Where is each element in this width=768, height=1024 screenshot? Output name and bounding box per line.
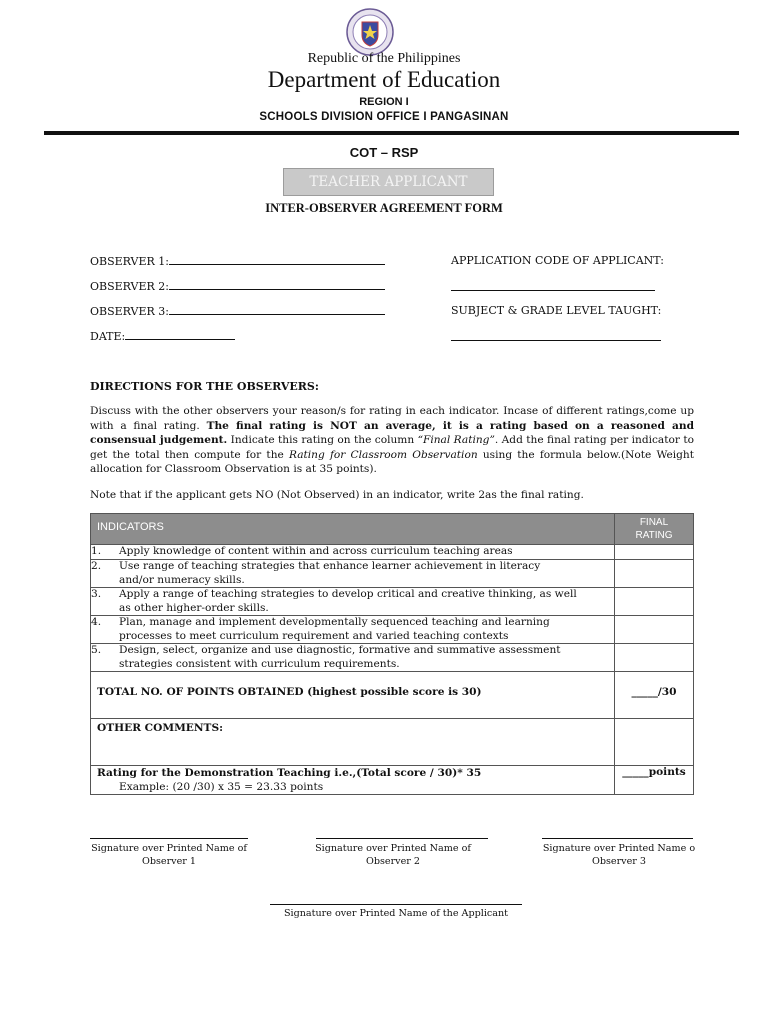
observer1-signature xyxy=(80,842,258,868)
final-rating-header-2: RATING xyxy=(635,530,673,541)
demo-example: Example: (20 /30) x 35 = 23.33 points xyxy=(119,781,324,793)
final-rating-header-1: FINAL xyxy=(639,517,669,528)
observer3-label: OBSERVER 3: xyxy=(90,305,170,318)
total-score[interactable]: _____/30 xyxy=(615,672,694,719)
indicator-text-cont: strategies consistent with curriculum requirements. xyxy=(119,657,400,670)
indicator-number: 3. xyxy=(91,588,102,600)
observer1-signature-label: Signature over Printed Name of xyxy=(91,843,247,854)
form-code: COT – RSP xyxy=(349,145,419,160)
final-rating-cell[interactable] xyxy=(615,588,694,616)
observer1-label: OBSERVER 1: xyxy=(90,255,170,268)
observer3-signature-line[interactable] xyxy=(542,838,693,839)
observer1-field xyxy=(90,254,385,268)
observer1-line[interactable] xyxy=(169,254,385,265)
indicator-number: 1. xyxy=(91,545,102,557)
directions-text-2: Indicate this rating on the column xyxy=(227,434,418,447)
indicator-text: Apply a range of teaching strategies to develop critical and creative thinking, as well xyxy=(119,588,577,600)
comments-cell[interactable] xyxy=(615,719,694,766)
observer3-signature-role: Observer 3 xyxy=(591,856,647,867)
directions-heading: DIRECTIONS FOR THE OBSERVERS: xyxy=(90,380,319,393)
total-label: TOTAL NO. OF POINTS OBTAINED (highest possible score is 30) xyxy=(91,672,615,719)
observer2-line[interactable] xyxy=(169,279,385,290)
final-rating-cell[interactable] xyxy=(615,644,694,672)
subject-grade-line[interactable] xyxy=(451,340,661,341)
indicators-header: INDICATORS xyxy=(91,514,615,545)
date-label: DATE: xyxy=(90,330,126,343)
observer3-signature xyxy=(530,842,708,868)
final-rating-header xyxy=(615,514,694,545)
total-row xyxy=(91,672,694,719)
indicator-text-cont: and/or numeracy skills. xyxy=(119,573,245,586)
indicator-text: Plan, manage and implement developmentally sequenced teaching and learning xyxy=(119,616,550,628)
application-code-label: APPLICATION CODE OF APPLICANT: xyxy=(451,254,664,267)
observer3-field xyxy=(90,304,385,318)
republic-text: Republic of the Philippines xyxy=(307,51,461,66)
division-text: SCHOOLS DIVISION OFFICE I PANGASINAN xyxy=(259,111,509,123)
directions-text-4: using the formula below.(Note Weight allocation for Classroom Observation is at 35 points). xyxy=(90,448,695,476)
application-code-line[interactable] xyxy=(451,290,655,291)
table-row xyxy=(91,588,694,616)
demo-row xyxy=(91,766,694,795)
observer2-field xyxy=(90,279,385,293)
observer2-label: OBSERVER 2: xyxy=(90,280,170,293)
comments-row xyxy=(91,719,694,766)
indicator-number: 2. xyxy=(91,560,102,572)
header-divider xyxy=(44,131,739,135)
indicators-table xyxy=(90,513,694,795)
observer2-signature-line[interactable] xyxy=(316,838,488,839)
directions-text-1: Discuss with the other observers your reason/s for rating in each indicator. Incase of different ratings,come up with a final rating. xyxy=(90,405,694,432)
observer1-signature-role: Observer 1 xyxy=(141,856,197,867)
directions-text-3: . Add the final rating per indicator to get the total then compute for the xyxy=(90,434,694,461)
indicator-cell xyxy=(91,644,615,672)
indicator-cell xyxy=(91,588,615,616)
deped-seal-icon xyxy=(346,8,394,56)
table-row xyxy=(91,545,694,560)
directions-final-rating: “Final Rating” xyxy=(417,434,495,447)
directions-emphasis: The final rating is NOT an average, it is a rating based on a reasoned and consensual judgement. xyxy=(90,419,694,447)
applicant-signature-label: Signature over Printed Name of the Applicant xyxy=(283,908,509,919)
note-paragraph: Note that if the applicant gets NO (Not Observed) in an indicator, write 2as the final rating. xyxy=(90,489,584,501)
indicator-number: 4. xyxy=(91,616,102,628)
observer2-signature-role: Observer 2 xyxy=(365,856,421,867)
applicant-signature-line[interactable] xyxy=(270,904,522,905)
indicator-cell xyxy=(91,545,615,560)
indicator-text-cont: as other higher-order skills. xyxy=(119,601,269,614)
indicator-text: Apply knowledge of content within and across curriculum teaching areas xyxy=(119,545,513,557)
table-row xyxy=(91,644,694,672)
subject-grade-label: SUBJECT & GRADE LEVEL TAUGHT: xyxy=(451,304,662,317)
indicator-number: 5. xyxy=(91,644,102,656)
table-header-row xyxy=(91,514,694,545)
table-row xyxy=(91,616,694,644)
region-text: REGION I xyxy=(359,96,409,108)
directions-paragraph xyxy=(90,404,694,477)
final-rating-cell[interactable] xyxy=(615,560,694,588)
indicator-cell xyxy=(91,616,615,644)
indicator-text: Design, select, organize and use diagnostic, formative and summative assessment xyxy=(119,644,561,656)
observer3-line[interactable] xyxy=(169,304,385,315)
comments-label: OTHER COMMENTS: xyxy=(91,719,615,766)
date-line[interactable] xyxy=(125,329,235,340)
form-title: INTER-OBSERVER AGREEMENT FORM xyxy=(265,201,503,215)
directions-rating-name: Rating for Classroom Observation xyxy=(288,448,478,461)
table-row xyxy=(91,560,694,588)
date-field xyxy=(90,329,235,343)
final-rating-cell[interactable] xyxy=(615,545,694,560)
observer2-signature xyxy=(304,842,482,868)
demo-cell xyxy=(91,766,615,795)
final-rating-cell[interactable] xyxy=(615,616,694,644)
demo-label: Rating for the Demonstration Teaching i.e.,(Total score / 30)* 35 xyxy=(97,767,482,779)
indicator-cell xyxy=(91,560,615,588)
indicator-text: Use range of teaching strategies that enhance learner achievement in literacy xyxy=(119,560,541,572)
indicator-text-cont: processes to meet curriculum requirement and varied teaching contexts xyxy=(119,629,509,642)
observer3-signature-label: Signature over Printed Name o xyxy=(542,843,696,854)
category-badge: TEACHER APPLICANT xyxy=(283,168,494,196)
observer1-signature-line[interactable] xyxy=(90,838,248,839)
demo-points[interactable]: _____points xyxy=(615,766,694,795)
department-title: Department of Education xyxy=(267,67,501,92)
observer2-signature-label: Signature over Printed Name of xyxy=(315,843,471,854)
